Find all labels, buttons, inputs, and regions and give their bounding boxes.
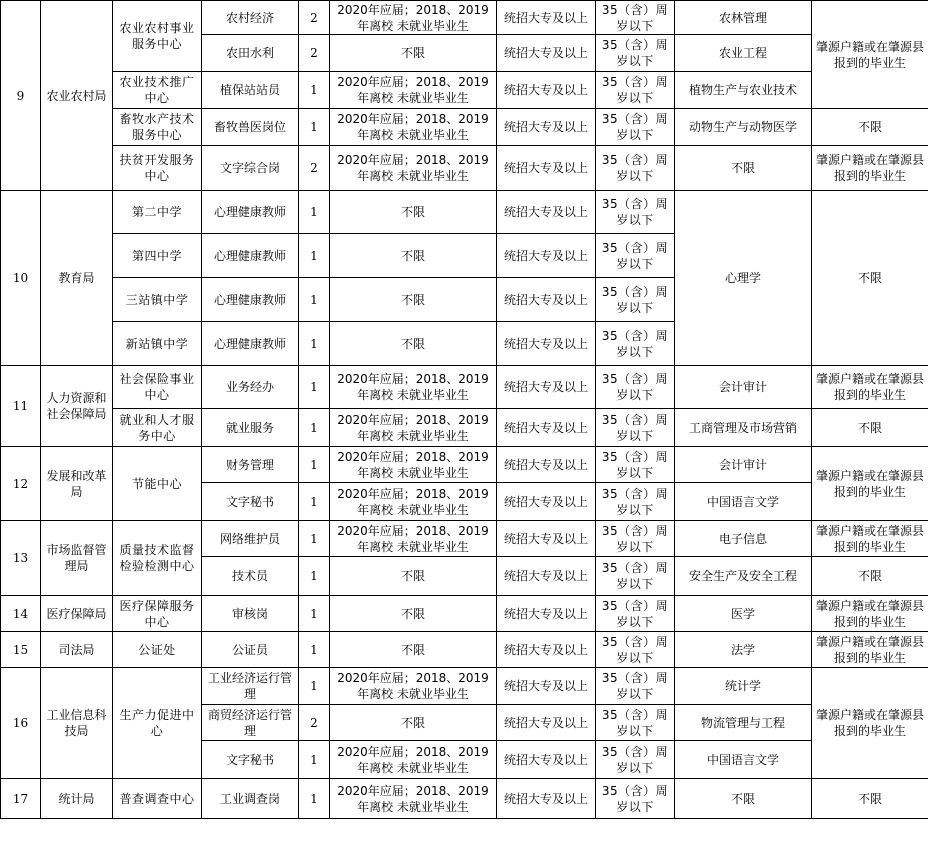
age-cell: 35（含）周岁以下 xyxy=(596,705,675,741)
count-cell: 1 xyxy=(299,322,330,366)
major-cell: 中国语言文学 xyxy=(675,741,812,779)
age-cell: 35（含）周岁以下 xyxy=(596,632,675,668)
serial-number-cell: 12 xyxy=(1,447,41,521)
table-row xyxy=(1,409,928,447)
unit-name-cell: 第二中学 xyxy=(113,191,202,234)
major-cell: 医学 xyxy=(675,596,812,632)
department-cell: 农业农村局 xyxy=(41,1,113,191)
other-requirement-cell: 不限 xyxy=(812,557,928,596)
target-cell: 不限 xyxy=(330,191,497,234)
department-cell: 教育局 xyxy=(41,191,113,366)
unit-name-cell: 公证处 xyxy=(113,632,202,668)
major-cell: 物流管理与工程 xyxy=(675,705,812,741)
target-cell: 不限 xyxy=(330,596,497,632)
age-cell: 35（含）周岁以下 xyxy=(596,366,675,409)
age-cell: 35（含）周岁以下 xyxy=(596,741,675,779)
major-cell: 电子信息 xyxy=(675,521,812,557)
table-row xyxy=(1,366,928,409)
unit-name-cell: 生产力促进中心 xyxy=(113,668,202,779)
unit-name-cell: 扶贫开发服务中心 xyxy=(113,146,202,191)
unit-name-cell: 三站镇中学 xyxy=(113,278,202,322)
major-cell: 安全生产及安全工程 xyxy=(675,557,812,596)
table-row xyxy=(1,191,928,234)
post-cell: 工业经济运行管理 xyxy=(202,668,299,705)
post-cell: 就业服务 xyxy=(202,409,299,447)
serial-number-cell: 9 xyxy=(1,1,41,191)
post-cell: 心理健康教师 xyxy=(202,322,299,366)
unit-name-cell: 第四中学 xyxy=(113,234,202,278)
serial-number-cell: 14 xyxy=(1,596,41,632)
age-cell: 35（含）周岁以下 xyxy=(596,72,675,109)
target-cell: 不限 xyxy=(330,35,497,72)
education-cell: 统招大专及以上 xyxy=(497,35,596,72)
post-cell: 心理健康教师 xyxy=(202,234,299,278)
education-cell: 统招大专及以上 xyxy=(497,632,596,668)
education-cell: 统招大专及以上 xyxy=(497,278,596,322)
post-cell: 农田水利 xyxy=(202,35,299,72)
target-cell: 2020年应届；2018、2019年离校 未就业毕业生 xyxy=(330,146,497,191)
unit-name-cell: 就业和人才服务中心 xyxy=(113,409,202,447)
serial-number-cell: 16 xyxy=(1,668,41,779)
count-cell: 1 xyxy=(299,557,330,596)
post-cell: 心理健康教师 xyxy=(202,278,299,322)
department-cell: 工业信息科技局 xyxy=(41,668,113,779)
education-cell: 统招大专及以上 xyxy=(497,109,596,146)
post-cell: 文字综合岗 xyxy=(202,146,299,191)
post-cell: 心理健康教师 xyxy=(202,191,299,234)
major-cell: 统计学 xyxy=(675,668,812,705)
count-cell: 1 xyxy=(299,632,330,668)
major-cell: 不限 xyxy=(675,146,812,191)
target-cell: 2020年应届；2018、2019年离校 未就业毕业生 xyxy=(330,483,497,521)
other-requirement-cell: 肇源户籍或在肇源县报到的毕业生 xyxy=(812,596,928,632)
target-cell: 2020年应届；2018、2019年离校 未就业毕业生 xyxy=(330,741,497,779)
post-cell: 商贸经济运行管理 xyxy=(202,705,299,741)
other-requirement-cell: 肇源户籍或在肇源县报到的毕业生 xyxy=(812,447,928,521)
target-cell: 2020年应届；2018、2019年离校 未就业毕业生 xyxy=(330,366,497,409)
target-cell: 2020年应届；2018、2019年离校 未就业毕业生 xyxy=(330,447,497,483)
education-cell: 统招大专及以上 xyxy=(497,146,596,191)
department-cell: 市场监督管理局 xyxy=(41,521,113,596)
age-cell: 35（含）周岁以下 xyxy=(596,596,675,632)
target-cell: 不限 xyxy=(330,632,497,668)
target-cell: 不限 xyxy=(330,557,497,596)
age-cell: 35（含）周岁以下 xyxy=(596,234,675,278)
unit-name-cell: 农业农村事业服务中心 xyxy=(113,1,202,72)
education-cell: 统招大专及以上 xyxy=(497,409,596,447)
age-cell: 35（含）周岁以下 xyxy=(596,1,675,35)
major-cell: 动物生产与动物医学 xyxy=(675,109,812,146)
department-cell: 医疗保障局 xyxy=(41,596,113,632)
count-cell: 2 xyxy=(299,146,330,191)
age-cell: 35（含）周岁以下 xyxy=(596,668,675,705)
other-requirement-cell: 肇源户籍或在肇源县报到的毕业生 xyxy=(812,366,928,409)
post-cell: 审核岗 xyxy=(202,596,299,632)
major-cell: 农业工程 xyxy=(675,35,812,72)
count-cell: 1 xyxy=(299,409,330,447)
post-cell: 文字秘书 xyxy=(202,483,299,521)
other-requirement-cell: 肇源户籍或在肇源县报到的毕业生 xyxy=(812,668,928,779)
department-cell: 人力资源和社会保障局 xyxy=(41,366,113,447)
count-cell: 1 xyxy=(299,741,330,779)
post-cell: 公证员 xyxy=(202,632,299,668)
post-cell: 农村经济 xyxy=(202,1,299,35)
age-cell: 35（含）周岁以下 xyxy=(596,322,675,366)
serial-number-cell: 11 xyxy=(1,366,41,447)
count-cell: 1 xyxy=(299,109,330,146)
post-cell: 业务经办 xyxy=(202,366,299,409)
count-cell: 2 xyxy=(299,1,330,35)
target-cell: 不限 xyxy=(330,234,497,278)
education-cell: 统招大专及以上 xyxy=(497,191,596,234)
education-cell: 统招大专及以上 xyxy=(497,557,596,596)
post-cell: 网络维护员 xyxy=(202,521,299,557)
count-cell: 1 xyxy=(299,191,330,234)
major-cell: 心理学 xyxy=(675,191,812,366)
count-cell: 2 xyxy=(299,35,330,72)
major-cell: 不限 xyxy=(675,779,812,819)
post-cell: 技术员 xyxy=(202,557,299,596)
count-cell: 1 xyxy=(299,72,330,109)
target-cell: 2020年应届；2018、2019年离校 未就业毕业生 xyxy=(330,72,497,109)
age-cell: 35（含）周岁以下 xyxy=(596,521,675,557)
count-cell: 1 xyxy=(299,668,330,705)
age-cell: 35（含）周岁以下 xyxy=(596,278,675,322)
education-cell: 统招大专及以上 xyxy=(497,72,596,109)
other-requirement-cell: 肇源户籍或在肇源县报到的毕业生 xyxy=(812,146,928,191)
education-cell: 统招大专及以上 xyxy=(497,234,596,278)
target-cell: 不限 xyxy=(330,705,497,741)
unit-name-cell: 新站镇中学 xyxy=(113,322,202,366)
age-cell: 35（含）周岁以下 xyxy=(596,409,675,447)
unit-name-cell: 节能中心 xyxy=(113,447,202,521)
post-cell: 工业调查岗 xyxy=(202,779,299,819)
age-cell: 35（含）周岁以下 xyxy=(596,779,675,819)
age-cell: 35（含）周岁以下 xyxy=(596,557,675,596)
other-requirement-cell: 肇源户籍或在肇源县报到的毕业生 xyxy=(812,521,928,557)
education-cell: 统招大专及以上 xyxy=(497,521,596,557)
target-cell: 不限 xyxy=(330,278,497,322)
department-cell: 发展和改革局 xyxy=(41,447,113,521)
unit-name-cell: 农业技术推广中心 xyxy=(113,72,202,109)
education-cell: 统招大专及以上 xyxy=(497,447,596,483)
unit-name-cell: 质量技术监督检验检测中心 xyxy=(113,521,202,596)
post-cell: 畜牧兽医岗位 xyxy=(202,109,299,146)
education-cell: 统招大专及以上 xyxy=(497,1,596,35)
table-row xyxy=(1,779,928,819)
target-cell: 2020年应届；2018、2019年离校 未就业毕业生 xyxy=(330,409,497,447)
table-row xyxy=(1,632,928,668)
unit-name-cell: 社会保险事业中心 xyxy=(113,366,202,409)
other-requirement-cell: 不限 xyxy=(812,409,928,447)
target-cell: 不限 xyxy=(330,322,497,366)
other-requirement-cell: 不限 xyxy=(812,779,928,819)
education-cell: 统招大专及以上 xyxy=(497,322,596,366)
age-cell: 35（含）周岁以下 xyxy=(596,447,675,483)
count-cell: 1 xyxy=(299,779,330,819)
department-cell: 司法局 xyxy=(41,632,113,668)
count-cell: 1 xyxy=(299,447,330,483)
count-cell: 2 xyxy=(299,705,330,741)
department-cell: 统计局 xyxy=(41,779,113,819)
count-cell: 1 xyxy=(299,596,330,632)
table-row xyxy=(1,596,928,632)
age-cell: 35（含）周岁以下 xyxy=(596,109,675,146)
age-cell: 35（含）周岁以下 xyxy=(596,191,675,234)
target-cell: 2020年应届；2018、2019年离校 未就业毕业生 xyxy=(330,1,497,35)
age-cell: 35（含）周岁以下 xyxy=(596,35,675,72)
major-cell: 会计审计 xyxy=(675,366,812,409)
serial-number-cell: 15 xyxy=(1,632,41,668)
education-cell: 统招大专及以上 xyxy=(497,779,596,819)
table-row xyxy=(1,1,928,35)
table-row xyxy=(1,447,928,483)
major-cell: 法学 xyxy=(675,632,812,668)
table-row xyxy=(1,668,928,705)
other-requirement-cell: 不限 xyxy=(812,191,928,366)
education-cell: 统招大专及以上 xyxy=(497,741,596,779)
post-cell: 财务管理 xyxy=(202,447,299,483)
table-row xyxy=(1,72,928,109)
other-requirement-cell: 不限 xyxy=(812,109,928,146)
education-cell: 统招大专及以上 xyxy=(497,483,596,521)
count-cell: 1 xyxy=(299,234,330,278)
target-cell: 2020年应届；2018、2019年离校 未就业毕业生 xyxy=(330,109,497,146)
age-cell: 35（含）周岁以下 xyxy=(596,483,675,521)
unit-name-cell: 医疗保障服务中心 xyxy=(113,596,202,632)
post-cell: 植保站站员 xyxy=(202,72,299,109)
serial-number-cell: 10 xyxy=(1,191,41,366)
age-cell: 35（含）周岁以下 xyxy=(596,146,675,191)
major-cell: 农林管理 xyxy=(675,1,812,35)
education-cell: 统招大专及以上 xyxy=(497,705,596,741)
education-cell: 统招大专及以上 xyxy=(497,366,596,409)
table-row xyxy=(1,521,928,557)
unit-name-cell: 普查调查中心 xyxy=(113,779,202,819)
major-cell: 中国语言文学 xyxy=(675,483,812,521)
major-cell: 植物生产与农业技术 xyxy=(675,72,812,109)
serial-number-cell: 17 xyxy=(1,779,41,819)
count-cell: 1 xyxy=(299,521,330,557)
target-cell: 2020年应届；2018、2019年离校 未就业毕业生 xyxy=(330,668,497,705)
other-requirement-cell: 肇源户籍或在肇源县报到的毕业生 xyxy=(812,632,928,668)
target-cell: 2020年应届；2018、2019年离校 未就业毕业生 xyxy=(330,521,497,557)
major-cell: 会计审计 xyxy=(675,447,812,483)
count-cell: 1 xyxy=(299,366,330,409)
education-cell: 统招大专及以上 xyxy=(497,668,596,705)
major-cell: 工商管理及市场营销 xyxy=(675,409,812,447)
table-row xyxy=(1,109,928,146)
other-requirement-cell: 肇源户籍或在肇源县报到的毕业生 xyxy=(812,1,928,109)
post-cell: 文字秘书 xyxy=(202,741,299,779)
target-cell: 2020年应届；2018、2019年离校 未就业毕业生 xyxy=(330,779,497,819)
unit-name-cell: 畜牧水产技术服务中心 xyxy=(113,109,202,146)
serial-number-cell: 13 xyxy=(1,521,41,596)
education-cell: 统招大专及以上 xyxy=(497,596,596,632)
table-row xyxy=(1,146,928,191)
count-cell: 1 xyxy=(299,483,330,521)
count-cell: 1 xyxy=(299,278,330,322)
